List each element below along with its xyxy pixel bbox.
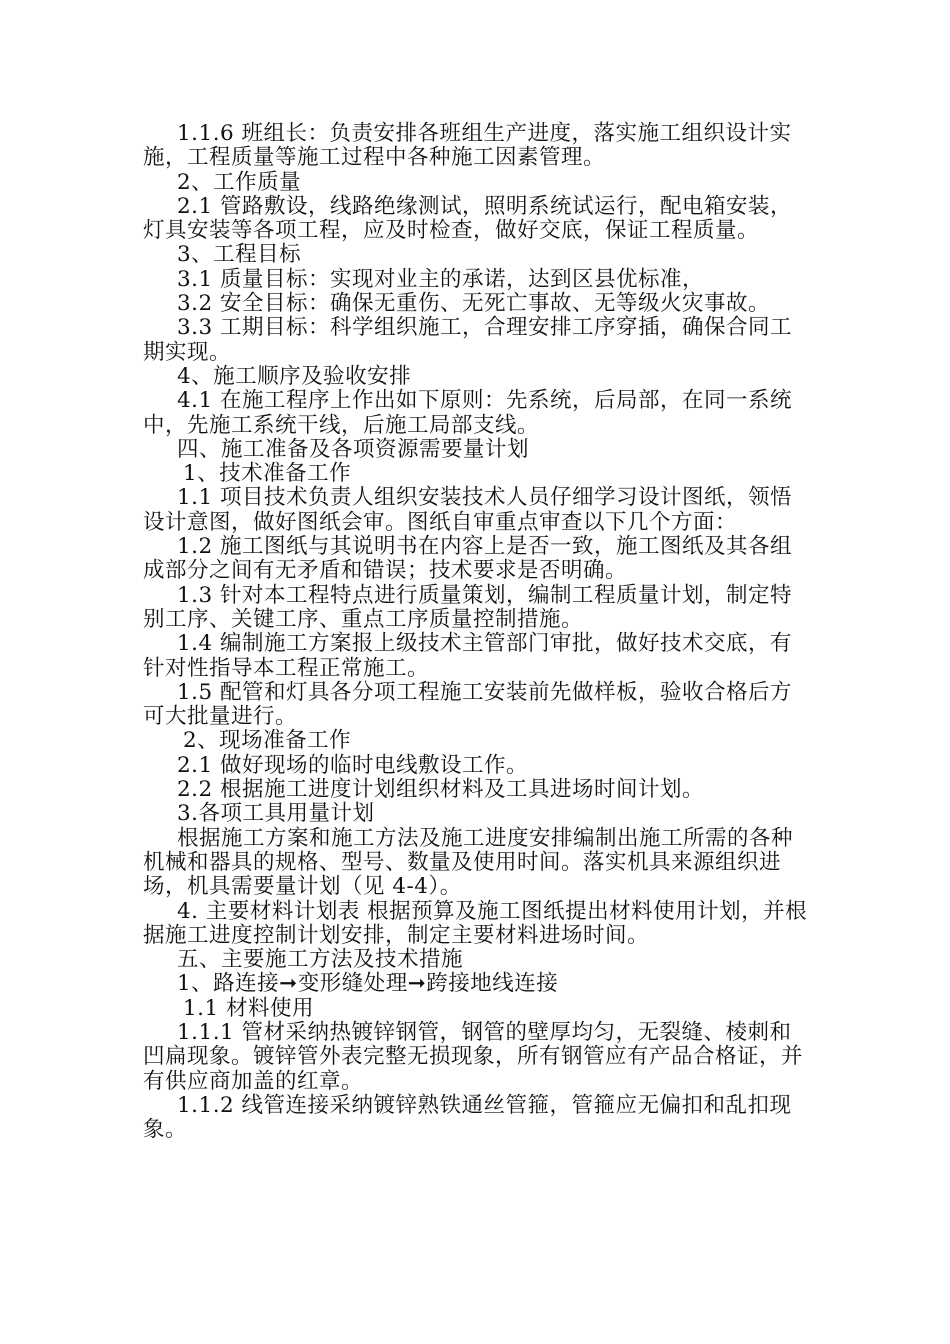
paragraph: 四、施工准备及各项资源需要量计划 [177,436,530,462]
paragraph: 1.4 编制施工方案报上级技术主管部门审批，做好技术交底，有针对性指导本工程正常施工。 [143,631,793,681]
paragraph: 3.2 安全目标：确保无重伤、无死亡事故、无等级火灾事故。 [177,291,771,317]
paragraph: 1.2 施工图纸与其说明书在内容上是否一致，施工图纸及其各组成部分之间有无矛盾和错误；技术要求是否明确。 [143,534,793,584]
paragraph: 1.1.2 线管连接采纳镀锌熟铁通丝管箍，管箍应无偏扣和乱扣现象。 [143,1092,792,1143]
paragraph: 1、技术准备工作 [183,461,352,487]
paragraph: 3.3 工期目标：科学组织施工，合理安排工序穿插，确保合同工期实现。 [143,315,793,365]
paragraph: 1.5 配管和灯具各分项工程施工安装前先做样板，验收合格后方可大批量进行。 [143,679,793,730]
paragraph: 4.1 在施工程序上作出如下原则：先系统，后局部，在同一系统中，先施工系统干线，后施工局部支线。 [143,388,793,438]
paragraph: 1.3 针对本工程特点进行质量策划，编制工程质量计划，制定特别工序、关键工序、重点工序质量控制措施。 [143,582,793,632]
paragraph: 根据施工方案和施工方法及施工进度安排编制出施工所需的各种机械和器具的规格、型号、数量及使用时间。落实机具来源组织进场，机具需要量计划（见 4-4）。 [143,825,794,900]
paragraph: 2.2 根据施工进度计划组织材料及工具进场时间计划。 [177,777,705,803]
paragraph: 2、现场准备工作 [183,728,352,754]
paragraph: 1、路连接➞变形缝处理➞跨接地线连接 [177,971,559,997]
paragraph: 4、施工顺序及验收安排 [177,363,412,389]
paragraph: 3.1 质量目标：实现对业主的承诺，达到区县优标准， [177,266,705,292]
paragraph: 1.1.1 管材采纳热镀锌钢管，钢管的壁厚均匀，无裂缝、棱刺和凹扁现象。镀锌管外表完整无损现象，所有钢管应有产品合格证，并有供应商加盖的红章。 [143,1019,804,1094]
paragraph: 1.1 材料使用 [183,995,315,1021]
paragraph: 2、工作质量 [177,169,302,195]
paragraph: 3.各项工具用量计划 [177,801,375,827]
paragraph: 2.1 做好现场的临时电线敷设工作。 [177,752,529,778]
paragraph: 3、工程目标 [177,242,302,268]
paragraph: 2.1 管路敷设，线路绝缘测试，照明系统试运行，配电箱安装，灯具安装等各项工程，应及时检查，做好交底，保证工程质量。 [143,193,793,244]
document-body [143,122,811,1142]
paragraph: 五、主要施工方法及技术措施 [177,947,464,973]
paragraph: 4. 主要材料计划表 根据预算及施工图纸提出材料使用计划，并根据施工进度控制计划安排，制定主要材料进场时间。 [143,898,808,948]
paragraph: 1.1.6 班组长：负责安排各班组生产进度，落实施工组织设计实施，工程质量等施工过程中各种施工因素管理。 [143,121,792,171]
paragraph: 1.1 项目技术负责人组织安装技术人员仔细学习设计图纸，领悟设计意图，做好图纸会审。图纸自审重点审查以下几个方面： [143,485,793,535]
